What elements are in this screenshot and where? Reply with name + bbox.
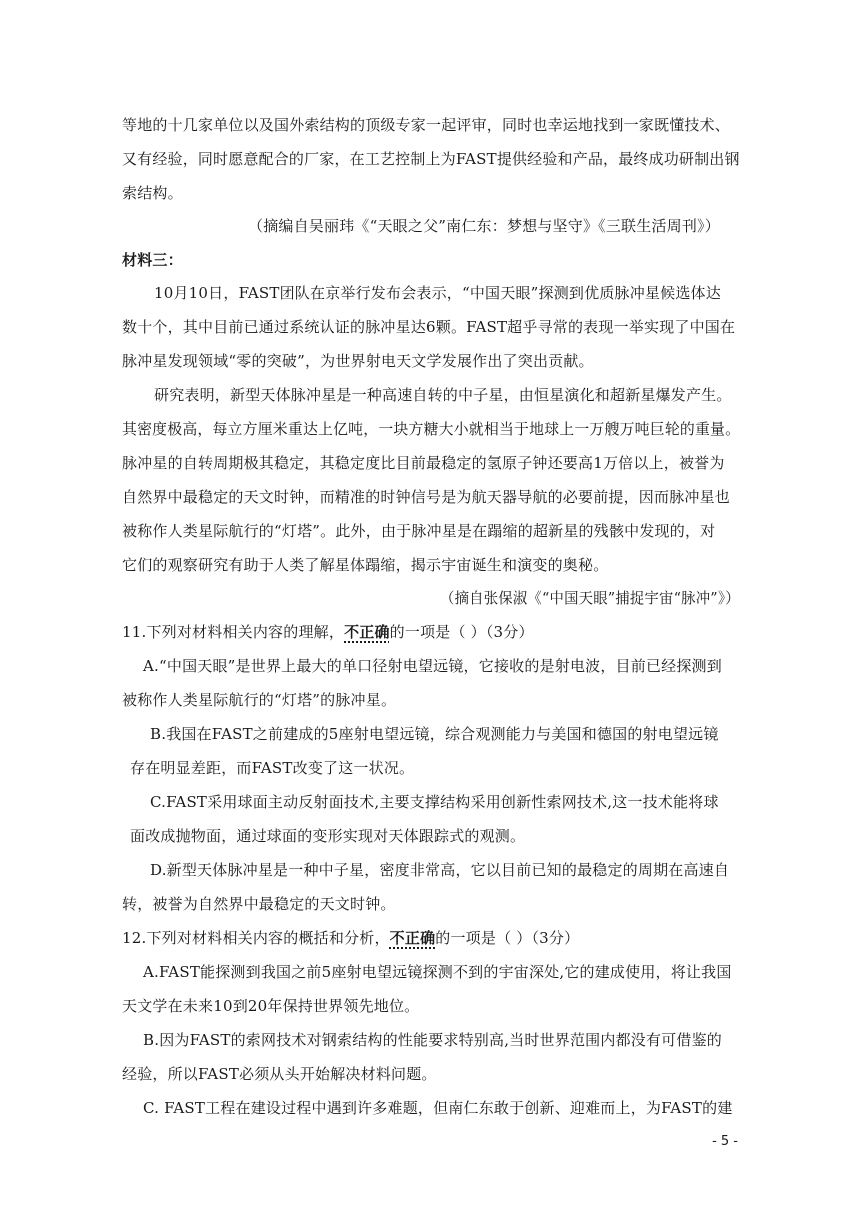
emphasis-text: 不正确 xyxy=(344,623,390,641)
option-c-line: 面改成抛物面，通过球面的变形实现对天体跟踪式的观测。 xyxy=(130,827,526,845)
body-text-line: 它们的观察研究有助于人类了解星体蹋缩，揭示宇宙诞生和演变的奥秘。 xyxy=(122,556,609,574)
question-11-stem xyxy=(122,622,534,642)
body-text-line: 自然界中最稳定的天文时钟，而精准的时钟信号是为航天器导航的必要前提，因而脉冲星也 xyxy=(122,488,731,506)
page-number: - 5 - xyxy=(712,1134,738,1149)
body-text-line: 索结构。 xyxy=(122,184,183,202)
body-text-line: 脉冲星的自转周期极其稳定，其稳定度比目前最稳定的氢原子钟还要高1万倍以上，被誉为 xyxy=(122,454,725,472)
question-stem-text: 11.下列对材料相关内容的理解， xyxy=(122,623,345,641)
question-stem-text: 的一项是（ ）（3分） xyxy=(435,929,580,947)
body-text-line: 又有经验，同时愿意配合的厂家，在工艺控制上为FAST提供经验和产品，最终成功研制出钢 xyxy=(122,150,740,168)
option-a-line: 被称作人类星际航行的“灯塔”的脉冲星。 xyxy=(122,691,397,709)
option-b-line: 经验，所以FAST必须从头开始解决材料问题。 xyxy=(122,1065,437,1083)
section-heading: 材料三： xyxy=(122,251,183,269)
question-12-stem xyxy=(122,928,579,948)
option-a-line: A.“中国天眼”是世界上最大的单口径射电望远镜，它接收的是射电波，目前已经探测到 xyxy=(143,657,722,675)
option-c-line: C.FAST采用球面主动反射面技术,主要支撑结构采用创新性索网技术,这一技术能将球 xyxy=(150,793,719,811)
body-text-line: 数十个，其中目前已通过系统认证的脉冲星达6颗。FAST超乎寻常的表现一举实现了中国在 xyxy=(122,318,736,336)
option-c-line: C. FAST工程在建设过程中遇到许多难题，但南仁东敢于创新、迎难而上，为FAST的建 xyxy=(143,1099,733,1117)
option-a-line: 天文学在未来10到20年保持世界领先地位。 xyxy=(122,997,420,1015)
body-text-line: 其密度极高，每立方厘米重达上亿吨，一块方糖大小就相当于地球上一万艘万吨巨轮的重量。 xyxy=(122,420,741,438)
option-b-line: B.我国在FAST之前建成的5座射电望远镜，综合观测能力与美国和德国的射电望远镜 xyxy=(150,725,719,743)
question-stem-text: 12.下列对材料相关内容的概括和分析， xyxy=(122,929,390,947)
body-text-line: 10月10日，FAST团队在京举行发布会表示，“中国天眼”探测到优质脉冲星候选体达 xyxy=(154,284,721,302)
body-text-line: 脉冲星发现领域“零的突破”，为世界射电天文学发展作出了突出贡献。 xyxy=(122,352,594,370)
question-stem-text: 的一项是（ ）（3分） xyxy=(389,623,534,641)
body-text-line: 等地的十几家单位以及国外索结构的顶级专家一起评审，同时也幸运地找到一家既懂技术、 xyxy=(122,116,731,134)
body-text-line: 被称作人类星际航行的“灯塔”。此外，由于脉冲星是在蹋缩的超新星的残骸中发现的，对 xyxy=(122,522,716,540)
option-b-line: B.因为FAST的索网技术对钢索结构的性能要求特别高,当时世界范围内都没有可借鉴的 xyxy=(143,1031,722,1049)
option-a-line: A.FAST能探测到我国之前5座射电望远镜探测不到的宇宙深处,它的建成使用，将让我国 xyxy=(143,963,732,981)
option-d-line: 转，被誉为自然界中最稳定的天文时钟。 xyxy=(122,895,396,913)
option-b-line: 存在明显差距，而FAST改变了这一状况。 xyxy=(130,759,415,777)
source-citation: （摘编自吴丽玮《“天眼之父”南仁东：梦想与坚守》《三联生活周刊》） xyxy=(248,217,720,235)
source-citation: （摘自张保淑《“中国天眼”捕捉宇宙“脉冲”》） xyxy=(440,589,740,607)
emphasis-text: 不正确 xyxy=(389,929,436,947)
option-d-line: D.新型天体脉冲星是一种中子星，密度非常高，它以目前已知的最稳定的周期在高速自 xyxy=(150,861,730,879)
body-text-line: 研究表明，新型天体脉冲星是一种高速自转的中子星，由恒星演化和超新星爆发产生。 xyxy=(154,386,732,404)
